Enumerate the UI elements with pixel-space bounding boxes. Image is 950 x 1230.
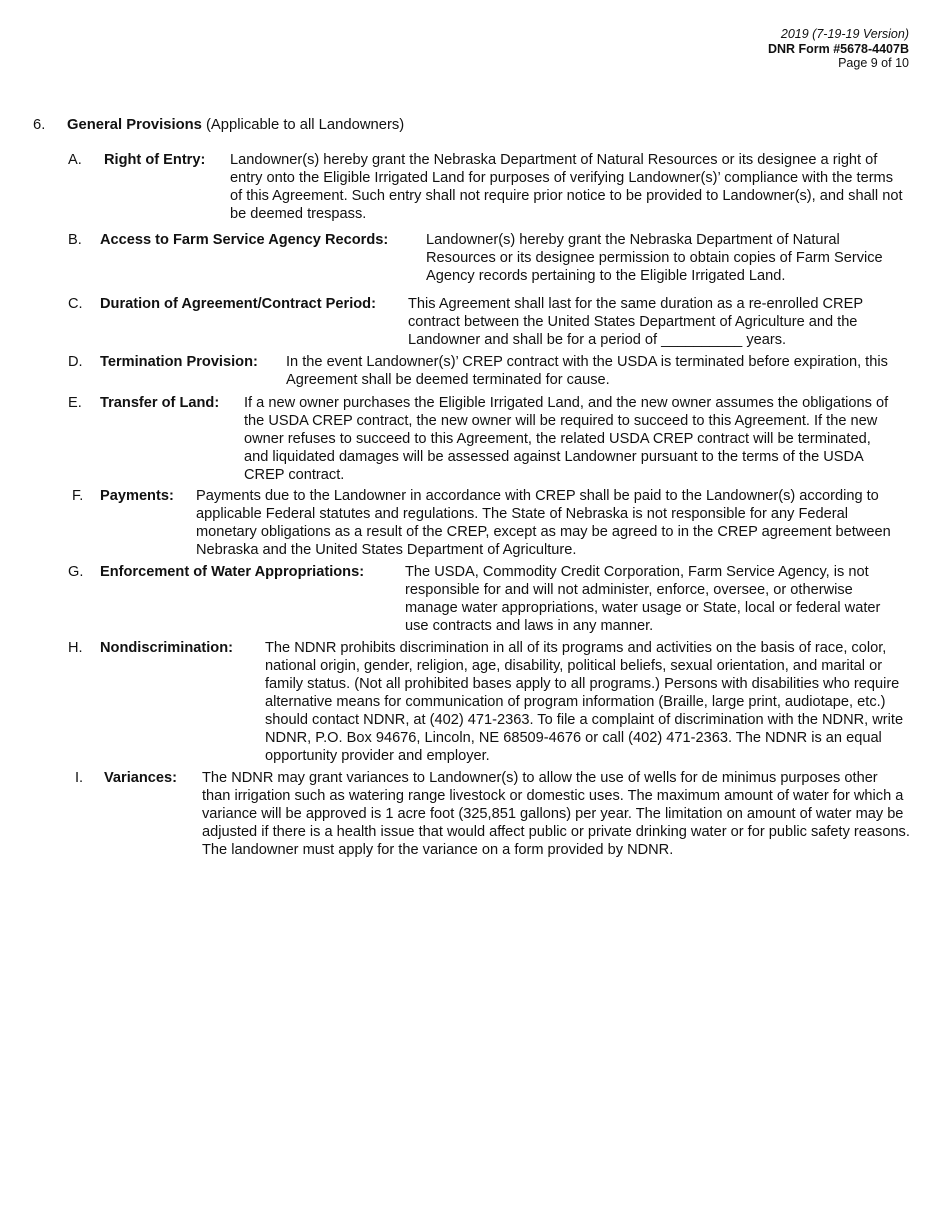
form-version: 2019 (7-19-19 Version) (780, 27, 909, 41)
provision-label: Termination Provision: (100, 354, 258, 370)
provision-letter: B. (68, 232, 82, 248)
section-title: General Provisions (67, 117, 202, 133)
provision-letter: I. (75, 770, 84, 786)
provision-letter: E. (68, 395, 82, 411)
provision-text: The USDA, Commodity Credit Corporation, Farm Service Agency, is not responsible for and will not administer, enforce, oversee, or otherwise manage water appropriations, water usage or State, local or federal water use contracts and laws in any manner. (405, 564, 881, 634)
provision-letter: F. (72, 488, 84, 504)
section-subtitle: (Applicable to all Landowners) (206, 117, 405, 133)
provision-label: Variances: (104, 770, 178, 786)
provision-label: Duration of Agreement/Contract Period: (100, 296, 376, 312)
provision-label: Right of Entry: (104, 152, 206, 168)
provision-label: Access to Farm Service Agency Records: (100, 232, 389, 248)
provision-letter: C. (68, 296, 83, 312)
page-number: Page 9 of 10 (838, 56, 909, 70)
provision-text: This Agreement shall last for the same duration as a re-enrolled CREP contract between the United States Department of Agriculture and the Landowner and shall be for a period of __________ years. (408, 296, 863, 348)
provision-label: Payments: (100, 488, 174, 504)
provision-letter: G. (68, 564, 84, 580)
provision-text: The NDNR may grant variances to Landowner(s) to allow the use of wells for de minimus purposes other than irrigation such as watering range livestock or domestic uses. The maximum amount of water for which a variance will be approved is 1 acre foot (325,851 gallons) per year. The limitation on amount of water may be adjusted if there is a health issue that would affect public or private drinking water or for public safety reasons. The landowner must apply for the variance on a form provided by NDNR. (202, 770, 910, 858)
form-number: DNR Form #5678-4407B (767, 41, 909, 56)
provision-text: Payments due to the Landowner in accordance with CREP shall be paid to the Landowner(s) according to applicable Federal statutes and regulations. The State of Nebraska is not responsible for any Federal monetary obligations as a result of the CREP, except as may be agreed to in the CREP agreement between Nebraska and the United States Department of Agriculture. (196, 488, 891, 558)
section-number: 6. (33, 117, 46, 133)
page-header (768, 27, 909, 71)
provision-text: In the event Landowner(s)’ CREP contract with the USDA is terminated before expiration, this Agreement shall be deemed terminated for cause. (286, 354, 888, 388)
provision-label: Nondiscrimination: (100, 640, 233, 656)
provision-letter: H. (68, 640, 83, 656)
provision-text: Landowner(s) hereby grant the Nebraska Department of Natural Resources or its designee permission to obtain copies of Farm Service Agency records pertaining to the Eligible Irrigated Land. (426, 232, 883, 284)
provision-letter: D. (68, 354, 83, 370)
provision-text: The NDNR prohibits discrimination in all of its programs and activities on the basis of race, color, national origin, gender, religion, age, disability, political beliefs, sexual orientation, and marital or family status. (Not all prohibited bases apply to all programs.) Persons with disabilities who require alternative means for communication of program information (Braille, large print, audiotape, etc.) should contact NDNR, at (402) 471-2363. To file a complaint of discrimination with the NDNR, write NDNR, P.O. Box 94676, Lincoln, NE 68509-4676 or call (402) 471-2363. The NDNR is an equal opportunity provider and employer. (265, 640, 904, 764)
provision-text: If a new owner purchases the Eligible Irrigated Land, and the new owner assumes the obligations of the USDA CREP contract, the new owner will be required to succeed to this Agreement. If the new owner refuses to succeed to this Agreement, the related USDA CREP contract will be terminated, and liquidated damages will be assessed against Landowner pursuant to the terms of the USDA CREP contract. (244, 395, 889, 483)
provision-label: Enforcement of Water Appropriations: (100, 564, 365, 580)
provision-text: Landowner(s) hereby grant the Nebraska Department of Natural Resources or its designee a right of entry onto the Eligible Irrigated Land for purposes of verifying Landowner(s)’ compliance with the terms of this Agreement. Such entry shall not require prior notice to be provided to Landowner(s), and shall not be deemed trespass. (230, 152, 903, 222)
section-heading (33, 116, 404, 134)
provision-letter: A. (68, 152, 82, 168)
provision-label: Transfer of Land: (100, 395, 220, 411)
